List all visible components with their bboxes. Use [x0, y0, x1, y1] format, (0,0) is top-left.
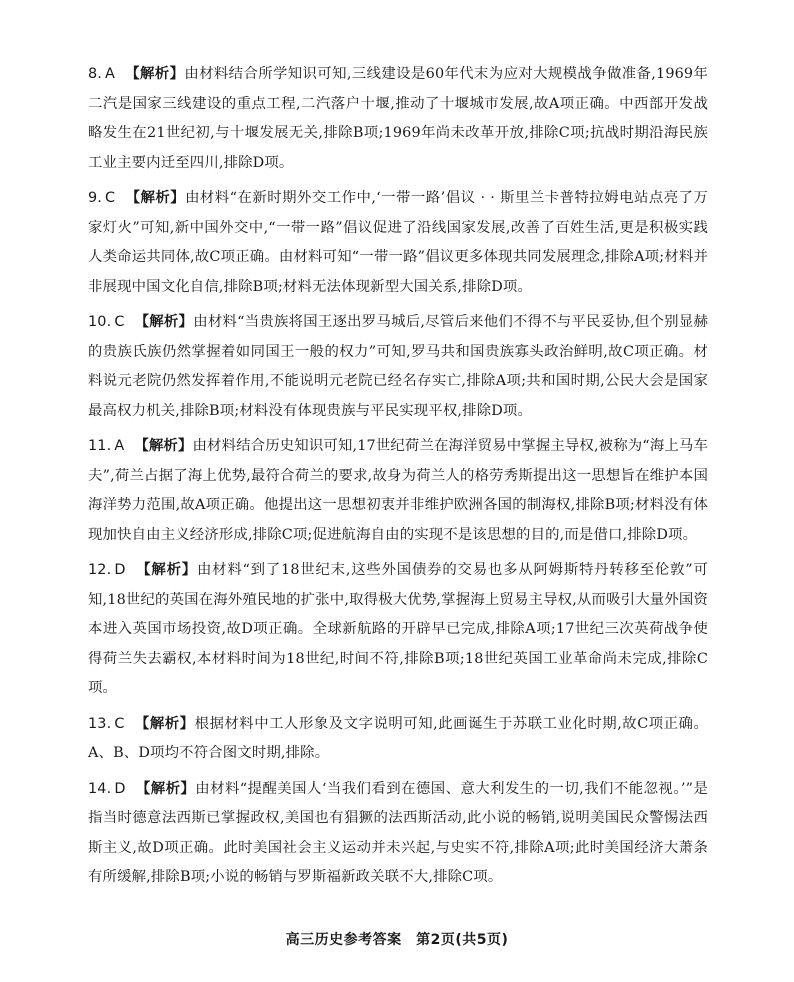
analysis-tag: 【解析】: [134, 314, 194, 330]
analysis-text: 由材料“在新时期外交工作中,‘一带一路’倡议 · · 斯里兰卡普特拉姆电站点亮了万家灯火”可知,新中国外交中,“一带一路”倡议促进了沿线国家发展,改善了百姓生活,更是积极实践人类命运共同体,故C项正确。由材料可知“一带一路”倡议更多体现共同发展理念,排除A项;材料并非展现中国文化自信,排除B项;材料无法体现新型大国关系,排除D项。: [88, 190, 708, 295]
answer-item-12: [88, 556, 708, 704]
analysis-text: 由材料“提醒美国人‘当我们看到在德国、意大利发生的一切,我们不能忽视。’”是指当时德意法西斯已掌握政权,美国也有猖獗的法西斯活动,此小说的畅销,说明美国民众警惕法西斯主义,故D项正确。此时美国社会主义运动并未兴起,与史实不符,排除A项;此时美国经济大萧条有所缓解,排除B项;小说的畅销与罗斯福新政关联不大,排除C项。: [88, 780, 708, 885]
analysis-text: 根据材料中工人形象及文字说明可知,此画诞生于苏联工业化时期,故C项正确。A、B、D项均不符合图文时期,排除。: [88, 715, 709, 761]
analysis-tag: 【解析】: [125, 66, 185, 82]
answer-item-10: [88, 308, 708, 426]
analysis-tag: 【解析】: [135, 780, 196, 797]
answer-item-13: [88, 710, 708, 769]
analysis-tag: 【解析】: [134, 438, 193, 454]
answer-letter: D: [114, 780, 126, 797]
answer-item-9: [88, 184, 708, 302]
question-number: 11.: [88, 438, 112, 454]
answer-letter: C: [114, 715, 125, 732]
analysis-text: 由材料结合历史知识可知,17世纪荷兰在海洋贸易中掌握主导权,被称为“海上马车夫”,荷兰占据了海上优势,最符合荷兰的要求,故身为荷兰人的格劳秀斯提出这一思想旨在维护本国海洋势力范围,故A项正确。他提出这一思想初衷并非维护欧洲各国的制海权,排除B项;材料没有体现加快自由主义经济形成,排除C项;促进航海自由的实现不是该思想的目的,而是借口,排除D项。: [88, 438, 708, 543]
analysis-tag: 【解析】: [125, 190, 186, 206]
answer-letter: C: [105, 190, 116, 206]
question-number: 12.: [88, 562, 112, 578]
answer-item-11: [88, 432, 708, 550]
question-number: 13.: [88, 715, 112, 732]
analysis-tag: 【解析】: [134, 715, 195, 732]
analysis-text: 由材料结合所学知识可知,三线建设是60年代末为应对大规模战争做准备,1969年二汽是国家三线建设的重点工程,二汽落户十堰,推动了十堰城市发展,故A项正确。中西部开发战略发生在21世纪初,与十堰发展无关,排除B项;1969年尚未改革开放,排除C项;抗战时期沿海民族工业主要内迁至四川,排除D项。: [88, 66, 709, 171]
question-number: 8.: [88, 66, 103, 82]
analysis-text: 由材料“当贵族将国王逐出罗马城后,尽管后来他们不得不与平民妥协,但个别显赫的贵族氏族仍然掌握着如同国王一般的权力”可知,罗马共和国贵族寡头政治鲜明,故C项正确。材料说元老院仍然发挥着作用,不能说明元老院已经名存实亡,排除A项;共和国时期,公民大会是国家最高权力机关,排除B项;材料没有体现贵族与平民实现平权,排除D项。: [88, 314, 708, 419]
answer-letter: D: [114, 562, 126, 578]
question-number: 14.: [88, 780, 112, 797]
answer-item-14: [88, 775, 708, 893]
answer-item-8: [88, 60, 708, 178]
answer-list: [88, 60, 708, 899]
question-number: 10.: [88, 314, 112, 330]
question-number: 9.: [88, 190, 103, 206]
answer-letter: C: [114, 314, 125, 330]
page-footer: 高三历史参考答案 第2页(共5页): [285, 932, 509, 948]
answer-letter: A: [114, 438, 125, 454]
analysis-text: 由材料“到了18世纪末,这些外国债券的交易也多从阿姆斯特丹转移至伦敦”可知,18世纪的英国在海外殖民地的扩张中,取得极大优势,掌握海上贸易主导权,从而吸引大量外国资本进入英国市场投资,故D项正确。全球新航路的开辟早已完成,排除A项;17世纪三次英荷战争使得荷兰失去霸权,本材料时间为18世纪,时间不符,排除B项;18世纪英国工业革命尚未完成,排除C项。: [88, 562, 708, 696]
answer-letter: A: [105, 66, 116, 82]
analysis-tag: 【解析】: [135, 562, 197, 578]
